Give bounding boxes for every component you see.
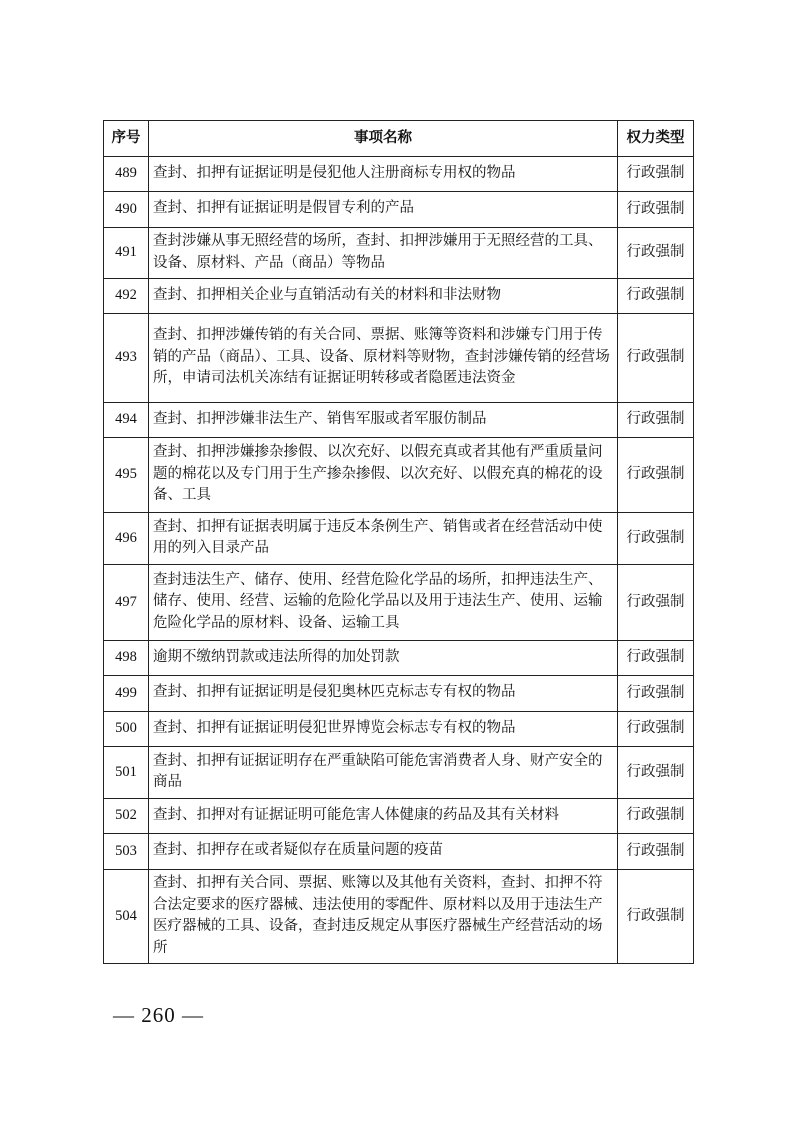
row-number: 503 — [104, 834, 149, 870]
row-power-type: 行政强制 — [618, 641, 694, 676]
row-power-type: 行政强制 — [618, 403, 694, 438]
table-body — [104, 157, 694, 964]
table-row — [104, 747, 694, 799]
row-item-name: 逾期不缴纳罚款或违法所得的加处罚款 — [149, 641, 618, 676]
table-row — [104, 641, 694, 676]
row-item-name: 查封、扣押有证据证明存在严重缺陷可能危害消费者人身、财产安全的商品 — [149, 747, 618, 799]
row-item-name: 查封涉嫌从事无照经营的场所，查封、扣押涉嫌用于无照经营的工具、设备、原材料、产品（商品）等物品 — [149, 228, 618, 279]
row-number: 494 — [104, 403, 149, 438]
row-number: 500 — [104, 712, 149, 747]
row-item-name: 查封、扣押有证据表明属于违反本条例生产、销售或者在经营活动中使用的列入目录产品 — [149, 513, 618, 565]
table-row — [104, 799, 694, 834]
row-number: 492 — [104, 279, 149, 314]
row-item-name: 查封违法生产、储存、使用、经营危险化学品的场所，扣押违法生产、储存、使用、经营、运输的危险化学品以及用于违法生产、使用、运输危险化学品的原材料、设备、运输工具 — [149, 565, 618, 641]
header-type: 权力类型 — [618, 121, 694, 157]
row-number: 504 — [104, 870, 149, 964]
row-power-type: 行政强制 — [618, 799, 694, 834]
power-list-table — [103, 120, 694, 964]
table-row — [104, 870, 694, 964]
table-row — [104, 314, 694, 403]
row-item-name: 查封、扣押涉嫌传销的有关合同、票据、账簿等资料和涉嫌专门用于传销的产品（商品）、工具、设备、原材料等财物，查封涉嫌传销的经营场所，申请司法机关冻结有证据证明转移或者隐匿违法资金 — [149, 314, 618, 403]
row-number: 499 — [104, 676, 149, 712]
row-item-name: 查封、扣押涉嫌非法生产、销售军服或者军服仿制品 — [149, 403, 618, 438]
row-number: 498 — [104, 641, 149, 676]
row-power-type: 行政强制 — [618, 513, 694, 565]
table-row — [104, 712, 694, 747]
row-power-type: 行政强制 — [618, 192, 694, 228]
table-row — [104, 279, 694, 314]
row-number: 502 — [104, 799, 149, 834]
row-power-type: 行政强制 — [618, 712, 694, 747]
row-item-name: 查封、扣押有证据证明是侵犯奥林匹克标志专有权的物品 — [149, 676, 618, 712]
row-item-name: 查封、扣押有关合同、票据、账簿以及其他有关资料，查封、扣押不符合法定要求的医疗器械、违法使用的零配件、原材料以及用于违法生产医疗器械的工具、设备，查封违反规定从事医疗器械生产经营活动的场所 — [149, 870, 618, 964]
row-power-type: 行政强制 — [618, 314, 694, 403]
row-item-name: 查封、扣押对有证据证明可能危害人体健康的药品及其有关材料 — [149, 799, 618, 834]
row-power-type: 行政强制 — [618, 157, 694, 192]
row-power-type: 行政强制 — [618, 834, 694, 870]
row-item-name: 查封、扣押有证据证明是侵犯他人注册商标专用权的物品 — [149, 157, 618, 192]
row-item-name: 查封、扣押相关企业与直销活动有关的材料和非法财物 — [149, 279, 618, 314]
table-row — [104, 834, 694, 870]
row-item-name: 查封、扣押有证据证明侵犯世界博览会标志专有权的物品 — [149, 712, 618, 747]
row-number: 501 — [104, 747, 149, 799]
row-item-name: 查封、扣押存在或者疑似存在质量问题的疫苗 — [149, 834, 618, 870]
row-number: 491 — [104, 228, 149, 279]
row-power-type: 行政强制 — [618, 565, 694, 641]
table-row — [104, 513, 694, 565]
header-number: 序号 — [104, 121, 149, 157]
row-number: 497 — [104, 565, 149, 641]
row-item-name: 查封、扣押涉嫌掺杂掺假、以次充好、以假充真或者其他有严重质量问题的棉花以及专门用于生产掺杂掺假、以次充好、以假充真的棉花的设备、工具 — [149, 438, 618, 513]
row-number: 490 — [104, 192, 149, 228]
row-number: 496 — [104, 513, 149, 565]
table-row — [104, 228, 694, 279]
table-row — [104, 438, 694, 513]
row-power-type: 行政强制 — [618, 676, 694, 712]
row-number: 489 — [104, 157, 149, 192]
row-power-type: 行政强制 — [618, 228, 694, 279]
row-item-name: 查封、扣押有证据证明是假冒专利的产品 — [149, 192, 618, 228]
row-power-type: 行政强制 — [618, 438, 694, 513]
table-row — [104, 403, 694, 438]
page-number: — 260 — — [113, 1003, 204, 1027]
table-row — [104, 192, 694, 228]
row-power-type: 行政强制 — [618, 870, 694, 964]
header-name: 事项名称 — [149, 121, 618, 157]
row-power-type: 行政强制 — [618, 747, 694, 799]
table-row — [104, 565, 694, 641]
table-row — [104, 676, 694, 712]
row-number: 493 — [104, 314, 149, 403]
table-header-row — [104, 121, 694, 157]
row-number: 495 — [104, 438, 149, 513]
row-power-type: 行政强制 — [618, 279, 694, 314]
table-row — [104, 157, 694, 192]
